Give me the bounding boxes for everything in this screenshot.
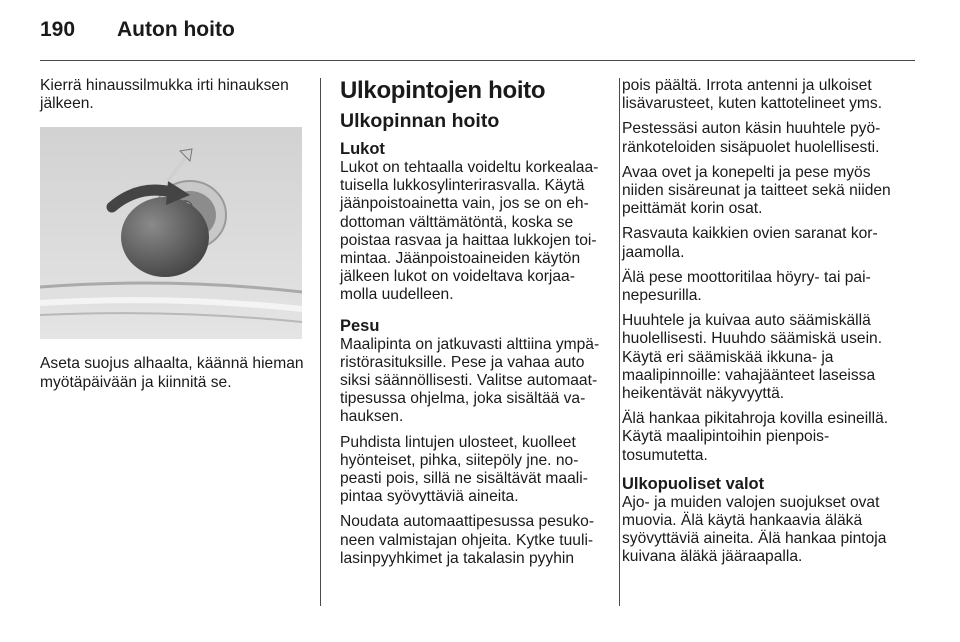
text-col3-2: Pestessäsi auton käsin huuhtele pyöränkoteloiden sisäpuolet huolellisesti. <box>622 120 881 156</box>
column-divider-2 <box>619 78 620 606</box>
text-pesu-2: Puhdista lintujen ulosteet, kuolleet hyönteiset, pihka, siitepöly jne. nopeasti pois, sillä ne sisältävät maalipintaa syövyttäviä aineita. <box>340 433 588 506</box>
text-col3-7: Älä hankaa pikitahroja kovilla esineillä. Käytä maalipintoihin pienpoistosumutetta. <box>622 410 889 464</box>
text-valot: Ajo- ja muiden valojen suojukset ovat muovia. Älä käytä hankaavia äläkä syövyttäviä aineita. Älä hankaa pintoja kuivana äläkä jääraapalla. <box>622 493 887 566</box>
page-header <box>40 18 920 48</box>
heading-lukot: Lukot <box>340 140 385 158</box>
text-pesu-3: Noudata automaattipesussa pesukoneen valmistajan ohjeita. Kytke tuulilasinpyyhkimet ja takalasin pyyhin <box>340 513 595 567</box>
section-subtitle: Ulkopinnan hoito <box>340 110 500 132</box>
section-title: Ulkopintojen hoito <box>340 77 546 104</box>
column-3 <box>622 77 907 574</box>
heading-pesu: Pesu <box>340 316 380 335</box>
text-col3-5: Älä pese moottoritilaa höyry- tai painepesurilla. <box>622 268 871 305</box>
text-pesu-1: Maalipinta on jatkuvasti alttiina ympäristörasituksille. Pese ja vahaa auto siksi säännöllisesti. Valitse automaattipesussa ohjelma, joka sisältää vahauksen. <box>340 335 600 426</box>
chapter-title: Auton hoito <box>117 18 235 41</box>
text-lukot: Lukot on tehtaalla voideltu korkealaatuisella lukkosylinterirasvalla. Käytä jäänpoistoainetta vain, jos se on ehdottoman välttämätöntä, koska se poistaa rasvaa ja haittaa lukkojen toimintaa. Jäänpoistoaineiden käytön jälkeen lukot on voideltava korjaamolla uudelleen. <box>340 159 599 304</box>
page-number: 190 <box>40 18 76 41</box>
text-col3-4: Rasvauta kaikkien ovien saranat korjaamolla. <box>622 225 878 261</box>
column-2 <box>340 77 602 575</box>
text-col3-6: Huuhtele ja kuivaa auto säämiskällä huolellisesti. Huuhdo säämiskä usein. Käytä eri säämiskää ikkuna- ja maalipinnoille: vahajäänteet laseissa heikentävät näkyvyyttä. <box>622 312 883 403</box>
figure-caption: Aseta suojus alhaalta, käännä hieman myötäpäivään ja kiinnitä se. <box>40 355 304 391</box>
intro-text: Kierrä hinaussilmukka irti hinauksen jälkeen. <box>40 77 289 113</box>
tow-eye-cover-illustration <box>40 127 302 339</box>
header-rule <box>40 60 915 61</box>
column-divider-1 <box>320 78 321 606</box>
column-1 <box>40 77 305 399</box>
text-col3-1: pois päältä. Irrota antenni ja ulkoiset lisävarusteet, kuten kattotelineet yms. <box>622 77 883 113</box>
text-col3-3: Avaa ovet ja konepelti ja pese myös niiden sisäreunat ja taitteet sekä niiden peittämät korin osat. <box>622 163 891 218</box>
heading-valot: Ulkopuoliset valot <box>622 474 765 493</box>
